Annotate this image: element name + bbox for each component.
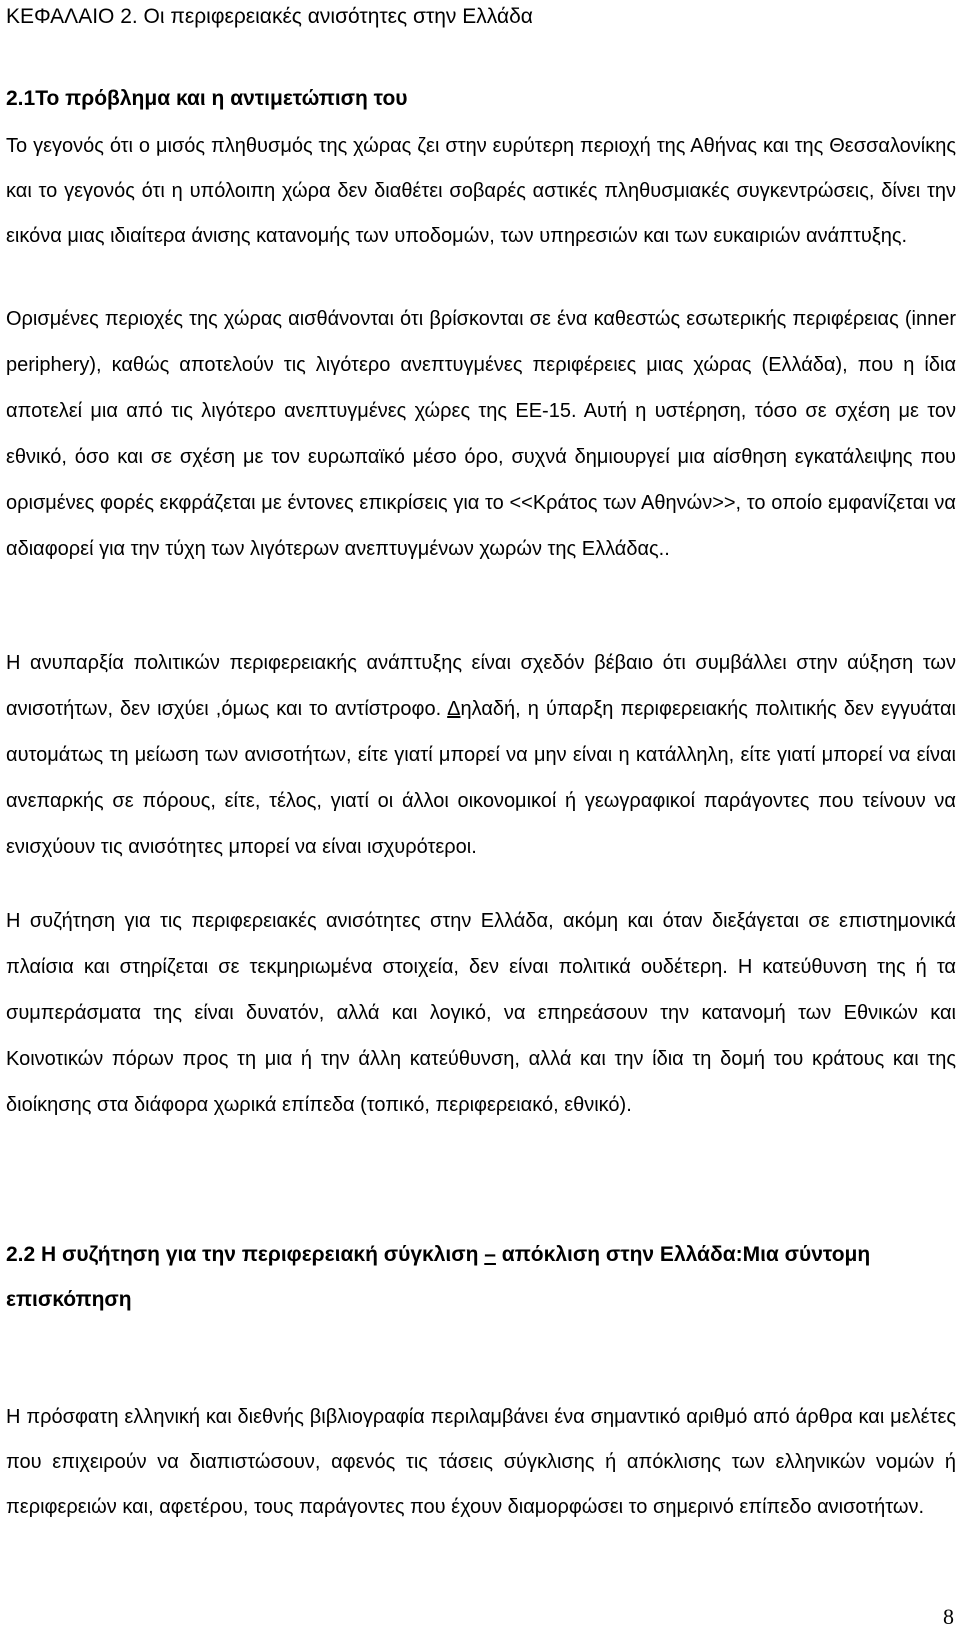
section-title: 2.1Το πρόβλημα και η αντιμετώπιση του xyxy=(6,87,408,110)
paragraph: Η συζήτηση για τις περιφερειακές ανισότητες στην Ελλάδα, ακόμη και όταν διεξάγεται σε επιστημονικά πλαίσια και στηρίζεται σε τεκμηριωμένα στοιχεία, δεν είναι πολιτικά ουδέτερη. Η κατεύθυνση της ή τα συμπεράσματα της είναι δυνατόν, αλλά και λογικό, να επηρεάσουν την κατανομή των Εθνικών και Κοινοτικών πόρων προς τη μια ή την άλλη κατεύθυνση, αλλά και την ίδια τη δομή του κράτους και της διοίκησης στα διάφορα χωρικά επίπεδα (τοπικό, περιφερειακό, εθνικό). xyxy=(6,910,956,1116)
paragraph-text: Η ανυπαρξία πολιτικών περιφερειακής ανάπτυξης είναι σχεδόν βέβαιο ότι συμβάλλει στην αύξηση των ανισοτήτων, δεν ισχύει ,όμως και το αντίστροφο. xyxy=(6,652,956,720)
paragraph-text: ηλαδή, η ύπαρξη περιφερειακής πολιτικής δεν εγγυάται αυτομάτως τη μείωση των ανισοτήτων, είτε γιατί μπορεί να μην είναι η κατάλληλη, είτε γιατί μπορεί να είναι ανεπαρκής σε πόρους, είτε, τέλος, γιατί οι άλλοι οικονομικοί ή γεωγραφικοί παράγοντες που τείνουν να ενισχύουν τις ανισότητες μπορεί να είναι ισχυρότεροι. xyxy=(6,698,956,858)
paragraph: Ορισμένες περιοχές της χώρας αισθάνονται ότι βρίσκονται σε ένα καθεστώς εσωτερικής περιφέρειας (inner periphery), καθώς αποτελούν τις λιγότερο ανεπτυγμένες περιφέρειες μιας χώρας (Ελλάδα), που η ίδια αποτελεί μια από τις λιγότερο ανεπτυγμένες χώρες της ΕΕ-15. Αυτή η υστέρηση, τόσο σε σχέση με τον εθνικό, όσο και σε σχέση με τον ευρωπαϊκό μέσο όρο, συχνά δημιουργεί μια αίσθηση εγκατάλειψης που ορισμένες φορές εκφράζεται με έντονες επικρίσεις για το <<Κράτος των Αθηνών>>, το οποίο εμφανίζεται να αδιαφορεί για την τύχη των λιγότερων ανεπτυγμένων χωρών της Ελλάδας.. xyxy=(6,308,956,560)
section-title-text: απόκλιση στην Ελλάδα:Μια σύντομη επισκόπηση xyxy=(6,1243,871,1311)
paragraph: Η πρόσφατη ελληνική και διεθνής βιβλιογραφία περιλαμβάνει ένα σημαντικό αριθμό από άρθρα και μελέτες που επιχειρούν να διαπιστώσουν, αφενός τις τάσεις σύγκλισης ή απόκλισης των ελληνικών νομών ή περιφερειών και, αφετέρου, τους παράγοντες που έχουν διαμορφώσει το σημερινό επίπεδο ανισοτήτων. xyxy=(6,1406,956,1518)
paragraph: Το γεγονός ότι ο μισός πληθυσμός της χώρας ζει στην ευρύτερη περιοχή της Αθήνας και της Θεσσαλονίκης και το γεγονός ότι η υπόλοιπη χώρα δεν διαθέτει σοβαρές αστικές πληθυσμιακές συγκεντρώσεις, δίνει την εικόνα μιας ιδιαίτερα άνισης κατανομής των υποδομών, των υπηρεσιών και των ευκαιριών ανάπτυξης. xyxy=(6,135,956,247)
chapter-title: ΚΕΦΑΛΑΙΟ 2. Οι περιφερειακές ανισότητες στην Ελλάδα xyxy=(6,5,533,28)
paragraph xyxy=(6,640,956,870)
section-title-text: 2.2 Η συζήτηση για την περιφερειακή σύγκλιση xyxy=(6,1243,485,1266)
section-title xyxy=(6,1232,956,1322)
page-number: 8 xyxy=(943,1604,954,1629)
underlined-dash: – xyxy=(484,1243,496,1266)
underlined-letter: Δ xyxy=(447,698,461,720)
